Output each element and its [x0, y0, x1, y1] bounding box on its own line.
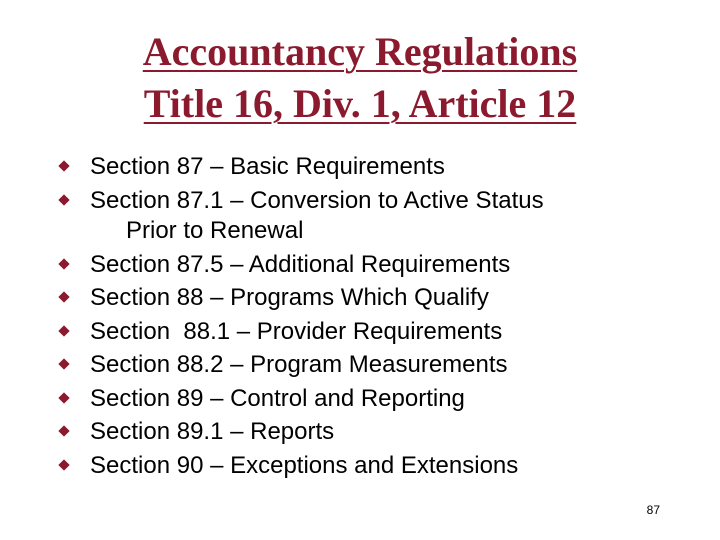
list-item-text: Section 88.1 – Provider Requirements — [90, 317, 503, 345]
list-item — [60, 150, 700, 184]
list-item — [60, 248, 700, 282]
diamond-bullet-icon — [58, 194, 69, 205]
list-item-continuation: Prior to Renewal — [126, 217, 304, 244]
list-item-text: Section 90 – Exceptions and Extensions — [90, 451, 519, 479]
diamond-bullet-icon — [58, 325, 69, 336]
list-item — [60, 415, 700, 449]
title-line-1: Accountancy Regulations — [142, 29, 578, 74]
list-item — [60, 184, 700, 248]
title-line-2: Title 16, Div. 1, Article 12 — [143, 81, 577, 126]
diamond-bullet-icon — [58, 291, 69, 302]
diamond-bullet-icon — [58, 425, 69, 436]
list-item — [60, 348, 700, 382]
list-item-text: Section 87 – Basic Requirements — [90, 153, 445, 180]
diamond-bullet-icon — [58, 358, 69, 369]
list-item — [60, 281, 700, 315]
slide-title — [0, 26, 720, 130]
diamond-bullet-icon — [58, 160, 69, 171]
list-item-text: Section 87.5 – Additional Requirements — [90, 250, 511, 278]
list-item-text: Section 89 – Control and Reporting — [90, 384, 465, 412]
section-list — [60, 150, 700, 482]
list-item — [60, 315, 700, 349]
diamond-bullet-icon — [58, 258, 69, 269]
diamond-bullet-icon — [58, 392, 69, 403]
list-item — [60, 382, 700, 416]
list-item-text: Section 89.1 – Reports — [90, 418, 335, 445]
list-item — [60, 449, 700, 483]
page-number: 87 — [646, 503, 660, 517]
list-item-text: Section 88.2 – Program Measurements — [90, 351, 508, 378]
list-item-text: Section 87.1 – Conversion to Active Status — [90, 186, 544, 214]
list-item-text: Section 88 – Programs Which Qualify — [90, 284, 489, 311]
diamond-bullet-icon — [58, 459, 69, 470]
